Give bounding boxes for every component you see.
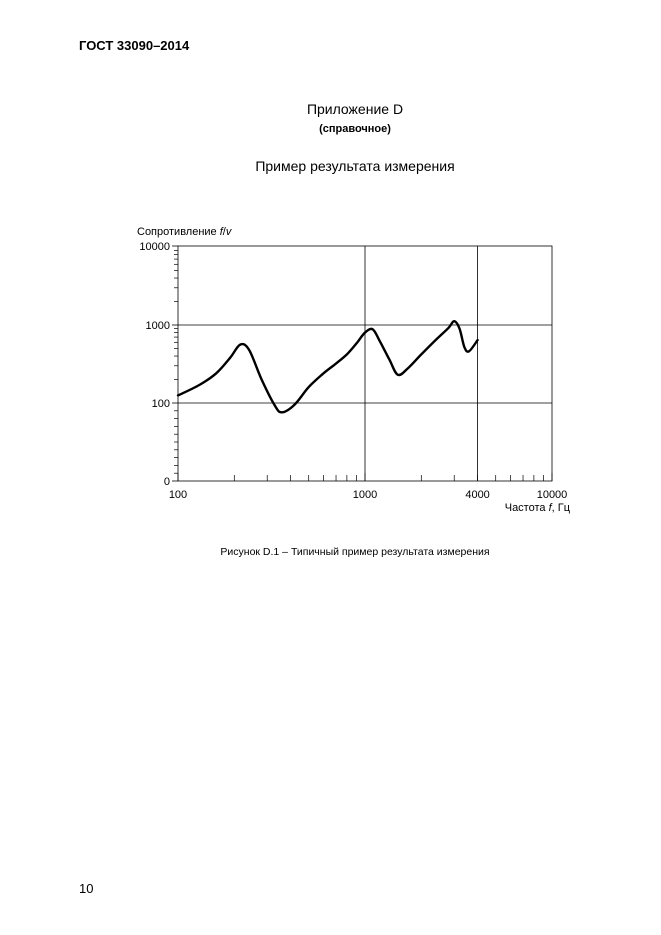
appendix-type: (справочное) bbox=[319, 123, 391, 135]
standard-header: ГОСТ 33090–2014 bbox=[79, 38, 190, 53]
y-tick-label: 1000 bbox=[145, 320, 170, 332]
section-title: Пример результата измерения bbox=[255, 158, 455, 174]
figure-caption: Рисунок D.1 – Типичный пример результата измерения bbox=[220, 546, 490, 558]
x-tick-label: 4000 bbox=[465, 489, 490, 501]
axis-ticks bbox=[172, 246, 552, 481]
y-tick-label: 10000 bbox=[139, 241, 170, 253]
tick-labels bbox=[139, 241, 567, 501]
y-axis-label: Сопротивление f/v bbox=[137, 226, 232, 238]
page-number: 10 bbox=[79, 881, 94, 896]
grid bbox=[178, 246, 552, 481]
x-tick-label: 100 bbox=[168, 489, 188, 501]
x-axis-label: Частота f, Гц bbox=[504, 502, 570, 514]
y-tick-label: 0 bbox=[163, 476, 170, 488]
y-tick-label: 100 bbox=[151, 398, 170, 410]
x-tick-label: 10000 bbox=[536, 489, 568, 501]
appendix-title: Приложение D bbox=[306, 101, 404, 117]
series bbox=[178, 321, 478, 412]
x-tick-label: 1000 bbox=[352, 489, 378, 501]
series-line-0 bbox=[178, 321, 478, 412]
